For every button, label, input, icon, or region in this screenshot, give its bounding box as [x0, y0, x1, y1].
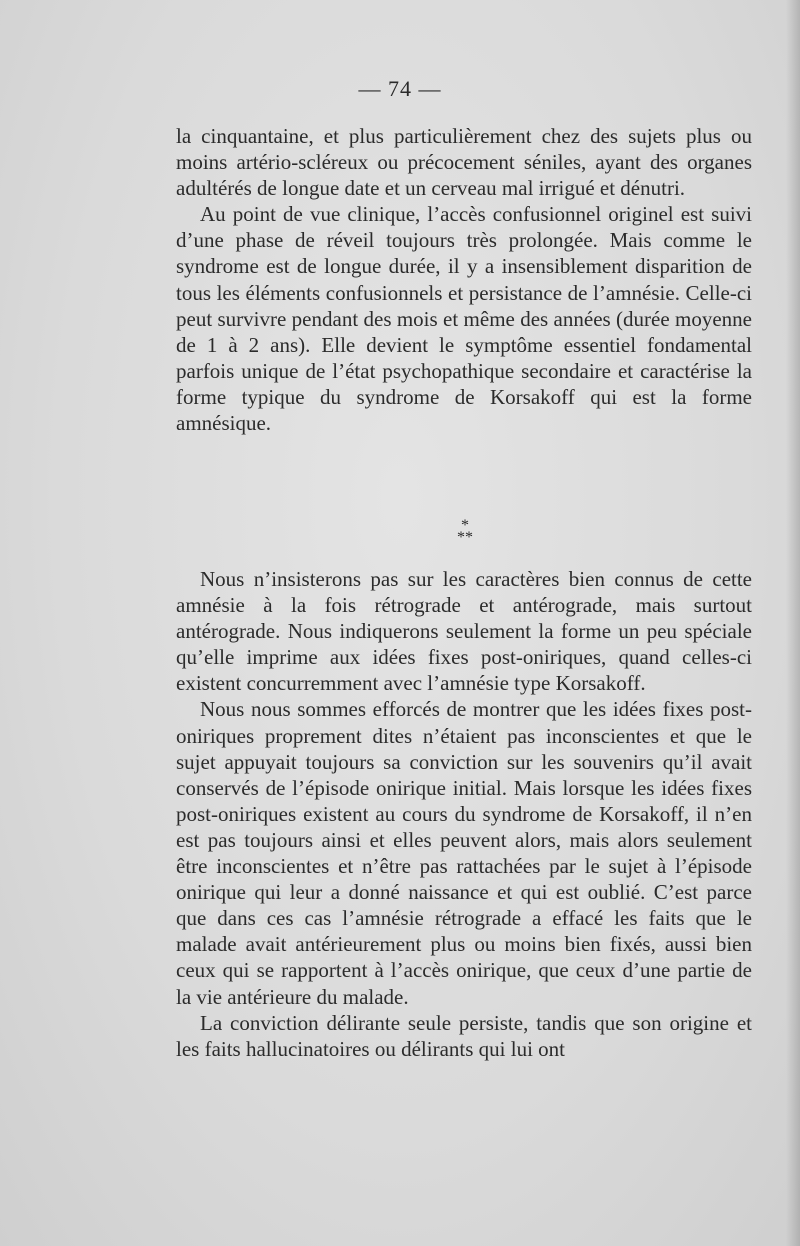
asterism-bottom: ** — [457, 529, 473, 546]
paragraph: Nous n’insisterons pas sur les caractères bien connus de cette amnésie à la fois rétrograde et antérograde, mais surtout antérograde. Nous indiquerons seulement la forme un peu spéciale qu’elle imprime aux idées fixes post-oniriques, quand celles-ci existent concurremment avec l’amnésie type Korsakoff. — [176, 567, 752, 696]
text-section-2 — [176, 566, 752, 1062]
paragraph-continuation: la cinquantaine, et plus particulièrement chez des sujets plus ou moins artério-scléreux ou précocement séniles, ayant des organes adultérés de longue date et un cerveau mal irrigué et dénutri. — [176, 124, 752, 201]
asterism-top: * — [461, 517, 469, 534]
page-number: — 74 — — [358, 76, 442, 101]
page-edge-shadow — [786, 0, 800, 1246]
paragraph: Nous nous sommes efforcés de montrer que les idées fixes post-oniriques proprement dites n’étaient pas inconscientes et que le sujet appuyait toujours sa conviction sur les souvenirs qu’il avait conservés de l’épisode onirique initial. Mais lorsque les idées fixes post-oniriques existent au cours du syndrome de Korsakoff, il n’en est pas toujours ainsi et elles peuvent alors, mais alors seulement être inconscientes et n’être pas rattachées par le sujet à l’épisode onirique qui leur a donné naissance et qui est oublié. C’est parce que dans ces cas l’amnésie rétrograde a effacé les faits que le malade avait antérieurement plus ou moins bien fixés, aussi bien ceux qui se rapportent à l’accès onirique, que ceux d’une partie de la vie antérieure du malade. — [176, 697, 752, 1009]
paragraph: Au point de vue clinique, l’accès confusionnel originel est suivi d’une phase de réveil toujours très prolongée. Mais comme le syndrome est de longue durée, il y a insensiblement disparition de tous les éléments confusionnels et persistance de l’amnésie. Celle-ci peut survivre pendant des mois et même des années (durée moyenne de 1 à 2 ans). Elle devient le symptôme essentiel fondamental parfois unique de l’état psychopathique secondaire et caractérise la forme typique du syndrome de Korsakoff qui est la forme amnésique. — [176, 202, 752, 436]
text-section-1 — [176, 123, 752, 436]
paragraph: La conviction délirante seule persiste, tandis que son origine et les faits hallucinatoires ou délirants qui lui ont — [176, 1010, 752, 1061]
asterism-separator — [440, 517, 490, 546]
